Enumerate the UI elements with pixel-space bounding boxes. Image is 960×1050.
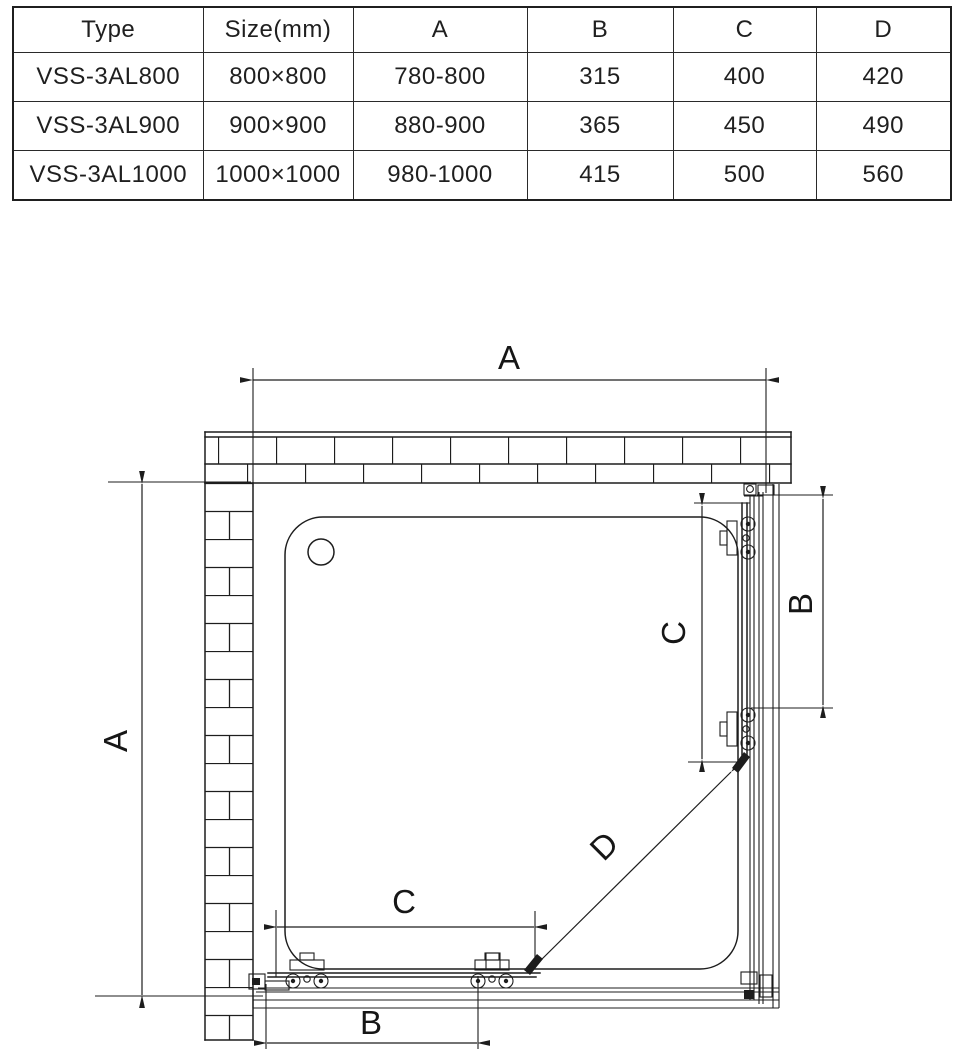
door-edge-hook xyxy=(524,954,543,975)
drain-icon xyxy=(308,539,334,565)
table-row xyxy=(13,151,951,201)
dim-a-left-label: A xyxy=(97,729,134,753)
corner-bracket-bottom-right xyxy=(741,972,772,999)
cell-a-0: 780-800 xyxy=(353,53,527,102)
cell-a-1: 880-900 xyxy=(353,102,527,151)
spec-table-section xyxy=(0,0,960,210)
cell-type-0: VSS-3AL800 xyxy=(13,53,203,102)
cell-c-0: 400 xyxy=(673,53,816,102)
header-row xyxy=(13,7,951,53)
brick-hatch xyxy=(205,437,791,464)
dim-a-top-label: A xyxy=(497,339,521,376)
plan-drawing xyxy=(0,210,960,1050)
spec-table xyxy=(12,6,952,201)
shower-tray xyxy=(285,517,738,969)
dim-d-diagonal-line xyxy=(538,772,731,963)
cell-type-1: VSS-3AL900 xyxy=(13,102,203,151)
header-d: D xyxy=(816,7,951,53)
top-wall xyxy=(205,432,791,483)
bottom-frame xyxy=(253,988,779,1008)
cell-b-2: 415 xyxy=(527,151,673,201)
bottom-sliding-door xyxy=(268,954,543,977)
cell-c-1: 450 xyxy=(673,102,816,151)
cell-size-0: 800×800 xyxy=(203,53,353,102)
header-type: Type xyxy=(13,7,203,53)
dim-d-diagonal-label: D xyxy=(582,824,626,868)
dim-c-right-label: C xyxy=(655,621,692,645)
dim-b-bottom-label: B xyxy=(359,1004,383,1041)
brick-hatch xyxy=(205,464,791,483)
roller-bracket xyxy=(471,953,513,988)
header-c: C xyxy=(673,7,816,53)
cell-size-1: 900×900 xyxy=(203,102,353,151)
cell-d-0: 420 xyxy=(816,53,951,102)
cell-size-2: 1000×1000 xyxy=(203,151,353,201)
cell-c-2: 500 xyxy=(673,151,816,201)
table-row xyxy=(13,53,951,102)
roller-bracket xyxy=(720,708,755,750)
cell-a-2: 980-1000 xyxy=(353,151,527,201)
cell-d-1: 490 xyxy=(816,102,951,151)
dim-b-right-label: B xyxy=(782,592,819,616)
dim-c-bottom-label: C xyxy=(392,883,416,920)
left-wall xyxy=(205,483,253,1040)
cell-d-2: 560 xyxy=(816,151,951,201)
roller-bracket xyxy=(286,953,328,988)
roller-bracket xyxy=(720,517,755,559)
cell-b-0: 315 xyxy=(527,53,673,102)
drawing-section xyxy=(0,210,960,1050)
header-b: B xyxy=(527,7,673,53)
header-size: Size(mm) xyxy=(203,7,353,53)
cell-type-2: VSS-3AL1000 xyxy=(13,151,203,201)
cell-b-1: 365 xyxy=(527,102,673,151)
table-row xyxy=(13,102,951,151)
brick-hatch xyxy=(205,483,253,1040)
header-a: A xyxy=(353,7,527,53)
right-frame xyxy=(744,484,779,1008)
